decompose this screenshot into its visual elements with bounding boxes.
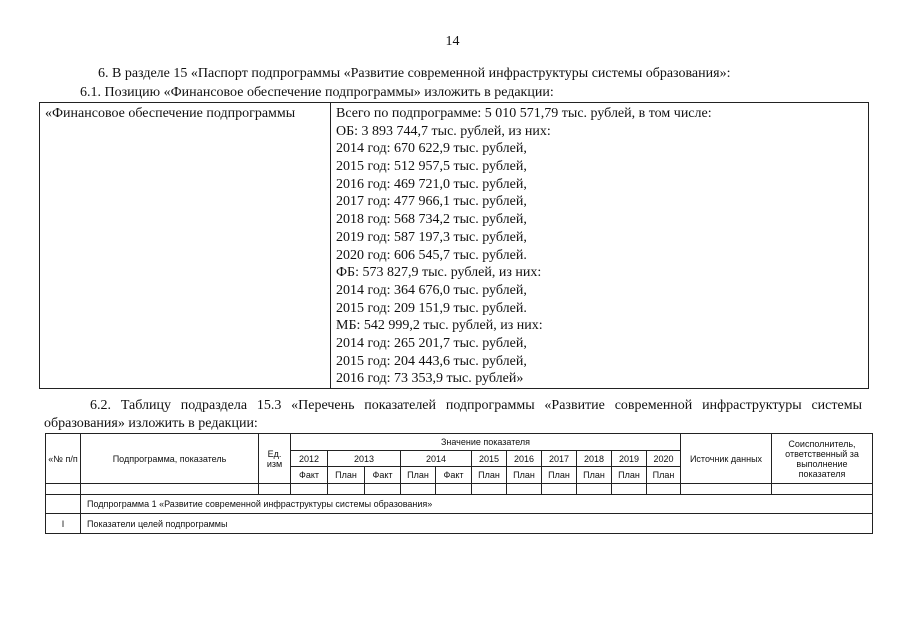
financing-label: «Финансовое обеспечение подпрограммы: [40, 103, 331, 389]
year-header: 2017: [542, 451, 577, 467]
financing-line: 2018 год: 568 734,2 тыс. рублей,: [336, 212, 527, 228]
sub-header: План: [647, 467, 681, 484]
section-heading: 6. В разделе 15 «Паспорт подпрограммы «Развитие современной инфраструктуры системы образования»:: [98, 66, 731, 81]
sub-header: План: [328, 467, 365, 484]
page-number: 14: [445, 34, 460, 49]
financing-line: 2014 год: 265 201,7 тыс. рублей,: [336, 335, 527, 351]
year-header: 2014: [401, 451, 472, 467]
year-header: 2018: [577, 451, 612, 467]
table-intro-paragraph: 6.2. Таблицу подраздела 15.3 «Перечень показателей подпрограммы «Развитие современной инфраструктуры системы образования» изложить в редакции:: [44, 398, 862, 431]
financing-line: 2017 год: 477 966,1 тыс. рублей,: [336, 194, 527, 210]
sub-header: План: [401, 467, 436, 484]
financing-line: 2015 год: 209 151,9 тыс. рублей.: [336, 300, 527, 316]
col-coexecutor-header: Соисполнитель, ответственный за выполнение показателя: [772, 434, 873, 484]
financing-table: [39, 102, 869, 389]
table-row: [46, 514, 873, 534]
financing-line: 2015 год: 512 957,5 тыс. рублей,: [336, 159, 527, 175]
subsection-heading: 6.1. Позицию «Финансовое обеспечение подпрограммы» изложить в редакции:: [80, 85, 554, 100]
goal-row-label: Показатели целей подпрограммы: [81, 514, 873, 534]
financing-line: ФБ: 573 827,9 тыс. рублей, из них:: [336, 265, 542, 281]
subprogram-row-label: Подпрограмма 1 «Развитие современной инфраструктуры системы образования»: [81, 495, 873, 514]
sub-header: План: [542, 467, 577, 484]
year-header: 2012: [291, 451, 328, 467]
financing-line: 2016 год: 73 353,9 тыс. рублей»: [336, 371, 524, 387]
financing-line: Всего по подпрограмме: 5 010 571,79 тыс. рублей, в том числе:: [336, 106, 712, 121]
financing-values: [331, 103, 869, 389]
col-name-header: Подпрограмма, показатель: [81, 434, 259, 484]
row-number: I: [46, 514, 81, 534]
col-source-header: Источник данных: [681, 434, 772, 484]
sub-header: План: [577, 467, 612, 484]
year-header: 2016: [507, 451, 542, 467]
indicators-table: [45, 433, 873, 534]
year-header: 2013: [328, 451, 401, 467]
year-header: 2020: [647, 451, 681, 467]
col-value-header: Значение показателя: [291, 434, 681, 451]
financing-line: МБ: 542 999,2 тыс. рублей, из них:: [336, 318, 543, 334]
col-number-header: «№ п/п: [46, 434, 81, 484]
financing-line: 2016 год: 469 721,0 тыс. рублей,: [336, 176, 527, 192]
financing-line: 2015 год: 204 443,6 тыс. рублей,: [336, 353, 527, 369]
financing-line: 2014 год: 364 676,0 тыс. рублей,: [336, 282, 527, 298]
sub-header: План: [612, 467, 647, 484]
table-row: [46, 495, 873, 514]
sub-header: Факт: [291, 467, 328, 484]
col-unit-header: Ед. изм: [259, 434, 291, 484]
financing-line: 2020 год: 606 545,7 тыс. рублей.: [336, 247, 527, 263]
sub-header: Факт: [365, 467, 401, 484]
sub-header: Факт: [436, 467, 472, 484]
sub-header: План: [507, 467, 542, 484]
financing-line: 2014 год: 670 622,9 тыс. рублей,: [336, 141, 527, 157]
financing-line: ОБ: 3 893 744,7 тыс. рублей, из них:: [336, 123, 551, 139]
sub-header: План: [472, 467, 507, 484]
year-header: 2019: [612, 451, 647, 467]
year-header: 2015: [472, 451, 507, 467]
financing-line: 2019 год: 587 197,3 тыс. рублей,: [336, 229, 527, 245]
